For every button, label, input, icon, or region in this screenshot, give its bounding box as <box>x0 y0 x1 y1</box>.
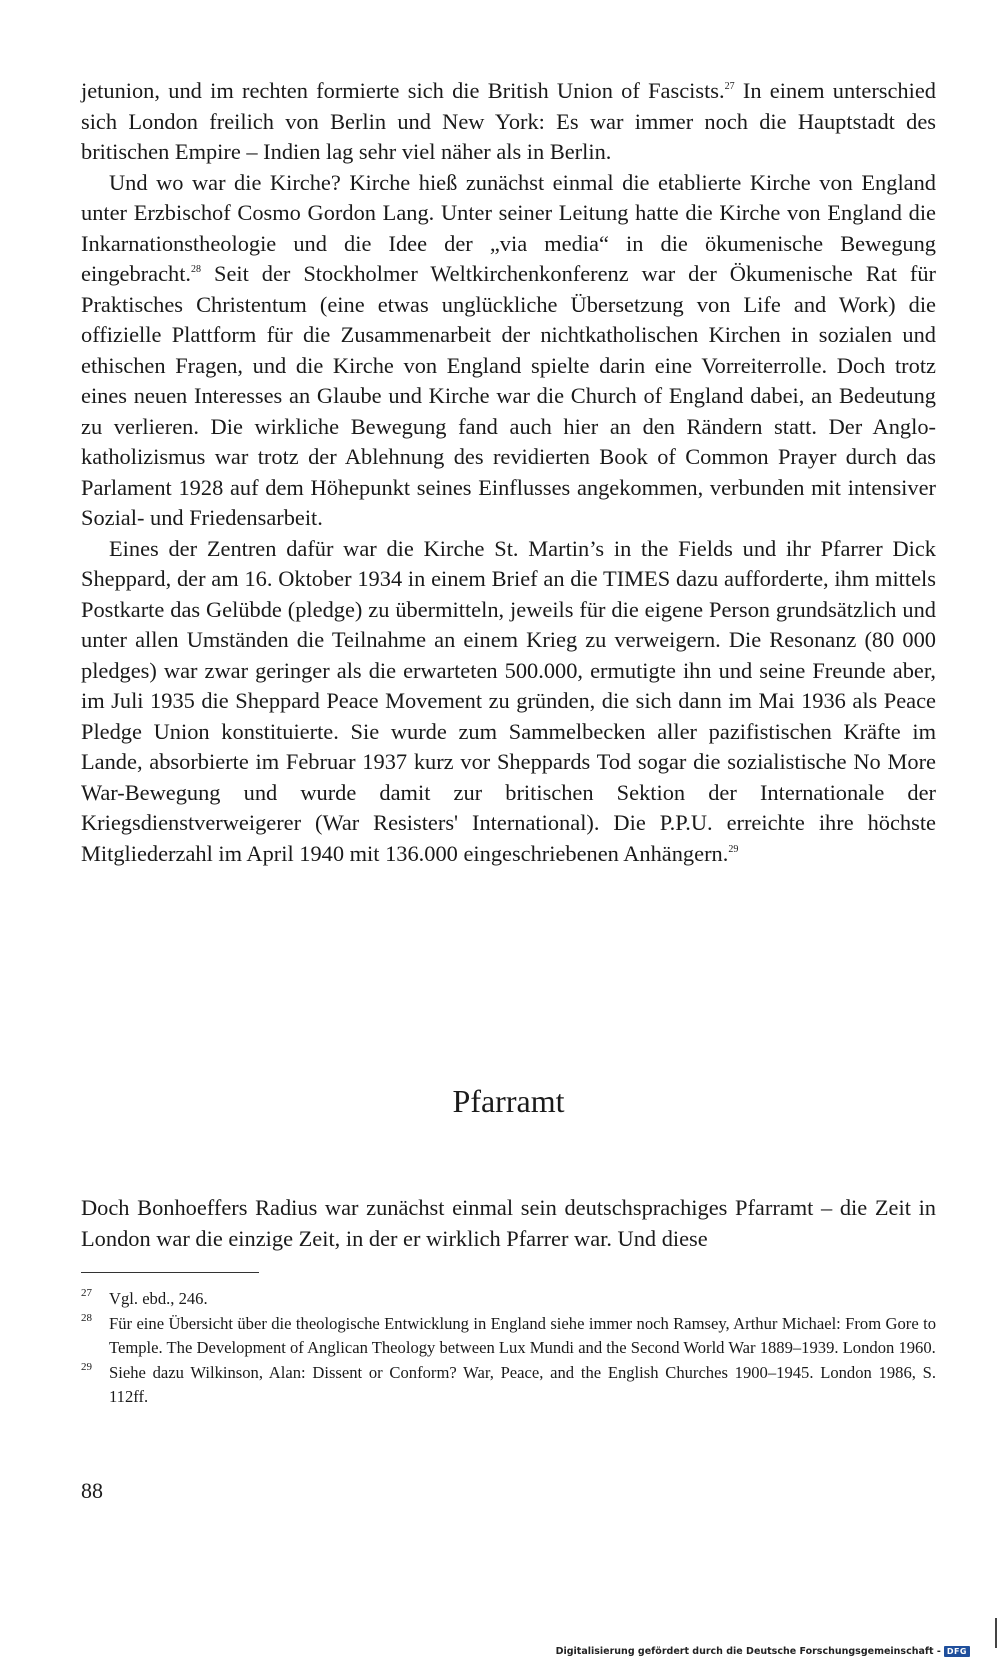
text-segment: Seit der Stockholmer Weltkirchenkonferenz war der Ökumenische Rat für Praktisches Christentum (eine etwas unglückliche Übersetzung von Life and Work) die offizielle Plattform für die Zusammenarbeit der nichtkatholischen Kirchen in sozialen und ethischen Fragen, und die Kirche von England spielte darin eine Vorreiterrolle. Doch trotz eines neuen Interesses an Glaube und Kirche war die Church of England dabei, an Bedeutung zu verlieren. Die wirkliche Bewegung fand auch hier an den Rändern statt. Der Anglokatholizismus war trotz der Ablehnung des revidierten Book of Common Prayer durch das Parlament 1928 auf dem Höhepunkt seines Einflusses angekommen, verbunden mit intensiver Sozial- und Friedensarbeit. <box>81 261 936 530</box>
section-paragraph: Doch Bonhoeffers Radius war zunächst einmal sein deutschsprachiges Pfarramt – die Zeit in London war die einzige Zeit, in der er wirklich Pfarrer war. Und diese <box>81 1195 936 1251</box>
dfg-logo-icon: DFG <box>944 1646 970 1657</box>
footnote-number: 29 <box>81 1360 92 1373</box>
text-segment: Eines der Zentren dafür war die Kirche St. Martin’s in the Fields und ihr Pfarrer Dick Sheppard, der am 16. Oktober 1934 in einem Brief an die TIMES dazu aufforderte, ihm mittels Postkarte das Gelübde (pledge) zu übermitteln, jeweils für die eigene Person grundsätzlich und unter allen Umständen die Teilnahme an einem Krieg zu verweigern. Die Resonanz (80 000 pledges) war zwar geringer als die erwarteten 500.000, ermutigte ihn und seine Freunde aber, im Juli 1935 die Sheppard Peace Movement zu gründen, die sich dann im Mai 1936 als Peace Pledge Union konstituierte. Sie wurde zum Sammelbecken aller pazifistischen Kräfte im Lande, absorbierte im Februar 1937 kurz vor Sheppards Tod sogar die sozialistische No More War-Bewegung und wurde damit zur britischen Sektion der Internationale der Kriegsdienstverweigerer (War Resisters' International). Die P.P.U. erreichte ihre höchste Mitgliederzahl im April 1940 mit 136.000 eingeschriebenen Anhängern. <box>81 535 936 866</box>
body-text <box>81 76 936 869</box>
footnotes <box>81 1287 936 1410</box>
footnote-reference: 28 <box>191 264 202 275</box>
footnote <box>81 1361 936 1410</box>
footnote-reference: 27 <box>724 81 735 92</box>
digitization-note <box>556 1646 970 1657</box>
footnote-text: Siehe dazu Wilkinson, Alan: Dissent or Conform? War, Peace, and the English Churches 1900–1945. London 1986, S. 112ff. <box>109 1362 936 1406</box>
footnote-number: 27 <box>81 1287 92 1299</box>
body-paragraph <box>81 76 936 168</box>
body-paragraph <box>81 534 936 870</box>
footnote <box>81 1312 936 1361</box>
section-text <box>81 1193 936 1254</box>
body-paragraph <box>81 168 936 534</box>
footnote-divider <box>81 1272 259 1273</box>
text-segment: In einem unterschied sich London freilich von Berlin und New York: Es war immer noch die Hauptstadt des britischen Empire – Indien lag sehr viel näher als in Berlin. <box>81 78 936 164</box>
text-segment: jetunion, und im rechten formierte sich die British Union of Fascists. <box>81 78 725 103</box>
digitization-note-text: Digitalisierung gefördert durch die Deutsche Forschungsgemeinschaft - <box>555 1646 941 1657</box>
footnote-reference: 29 <box>728 843 739 855</box>
scan-edge-mark <box>995 1618 997 1648</box>
footnote-text: Vgl. ebd., 246. <box>109 1289 208 1308</box>
footnote-text: Für eine Übersicht über die theologische Entwicklung in England siehe immer noch Ramsey, Arthur Michael: From Gore to Temple. The Development of Anglican Theology between Lux Mundi and the Second World War 1889–1939. London 1960. <box>109 1313 936 1357</box>
footnote <box>81 1287 936 1312</box>
page-number: 88 <box>81 1478 103 1503</box>
text-segment: Und wo war die Kirche? Kirche hieß zunächst einmal die etablierte Kirche von England unter Erzbischof Cosmo Gordon Lang. Unter seiner Leitung hatte die Kirche von England die Inkarnationstheologie und die Idee der „via media“ in die ökumenische Bewegung eingebracht. <box>81 169 936 286</box>
section-heading: Pfarramt <box>452 1083 565 1119</box>
footnote-number: 28 <box>81 1311 92 1324</box>
